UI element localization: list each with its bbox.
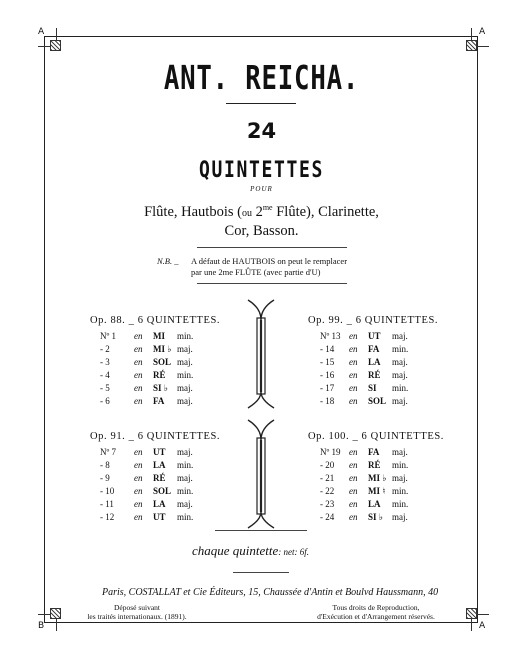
corner-tick [471,619,472,631]
list-item: - 18 en SOL maj. [320,396,408,406]
pour-label: POUR [250,185,273,193]
list-item: - 15 en LA maj. [320,357,408,367]
corner-letter-top-right: A [479,27,486,37]
corner-mark-bottom-left [50,608,61,619]
list-item: - 16 en RÉ maj. [320,370,408,380]
price-rule-bottom [233,572,289,573]
list-item: - 2 en MI ♭ maj. [100,344,193,354]
opus-99-title: Op. 99. _ 6 QUINTETTES. [308,315,439,326]
nota-line-2: par une 2me FLÛTE (avec partie d'U) [191,267,321,277]
list-item: Nº 7 en UT maj. [100,447,193,457]
composer-name: ANT. REICHA. [163,58,360,97]
list-item: Nº 1 en MI min. [100,331,194,341]
list-item: - 5 en SI ♭ maj. [100,383,193,393]
list-item: - 6 en FA maj. [100,396,193,406]
list-item: - 23 en LA min. [320,499,409,509]
corner-tick [471,28,472,40]
opus-100-title: Op. 100. _ 6 QUINTETTES. [308,431,445,442]
instruments-line-2: Cor, Basson. [224,223,299,239]
list-item: Nº 13 en UT maj. [320,331,408,341]
corner-mark-top-left [50,40,61,51]
list-item: Nº 19 en FA maj. [320,447,408,457]
nota-rule-bottom [197,283,347,284]
list-item: - 17 en SI min. [320,383,409,393]
list-item: - 8 en LA min. [100,460,194,470]
title-rule [226,103,296,104]
nota-rule-top [197,247,347,248]
work-title: QUINTETTES [198,158,324,183]
list-item: - 22 en MI ♮ min. [320,486,409,496]
publisher-line: Paris, COSTALLAT et Cie Éditeurs, 15, Chaussée d'Antin et Boulvd Haussmann, 40 [102,587,439,598]
nota-line-1: A défaut de HAUTBOIS on peut le remplacer [191,256,348,266]
list-item: - 10 en SOL min. [100,486,194,496]
list-item: - 24 en SI ♭ maj. [320,512,408,522]
corner-tick [477,614,489,615]
quintet-count: 24 [246,119,277,143]
corner-mark-top-right [466,40,477,51]
corner-tick [38,46,50,47]
corner-tick [56,28,57,40]
divider-ornament-lower [246,418,276,530]
list-item: - 4 en RÉ min. [100,370,194,380]
list-item: - 21 en MI ♭ maj. [320,473,408,483]
divider-ornament-upper [246,298,276,410]
price-line: chaque quintette: net: 6f. [192,543,310,558]
list-item: - 12 en UT min. [100,512,194,522]
list-item: - 9 en RÉ maj. [100,473,193,483]
corner-letter-bottom-right: A [479,621,486,631]
corner-tick [56,619,57,631]
opus-88-title: Op. 88. _ 6 QUINTETTES. [90,315,221,326]
opus-91-title: Op. 91. _ 6 QUINTETTES. [90,431,221,442]
instruments-line-1: Flûte, Hautbois (ou $2^{me}$ Flûte), Clarinette, [144,203,379,220]
corner-tick [38,614,50,615]
corner-letter-top-left: A [38,27,45,37]
corner-letter-bottom-left: B [38,621,45,631]
corner-tick [477,46,489,47]
list-item: - 11 en LA maj. [100,499,193,509]
corner-mark-bottom-right [466,608,477,619]
rights-notice: Tous droits de Reproduction, d'Exécution et d'Arrangement réservés. [317,603,435,621]
list-item: - 20 en RÉ min. [320,460,409,470]
nota-label: N.B. _ [157,256,179,266]
price-rule-top [215,530,307,531]
list-item: - 3 en SOL maj. [100,357,193,367]
list-item: - 14 en FA min. [320,344,409,354]
deposit-notice: Déposé suivant les traités internationaux. (1891). [87,603,187,621]
